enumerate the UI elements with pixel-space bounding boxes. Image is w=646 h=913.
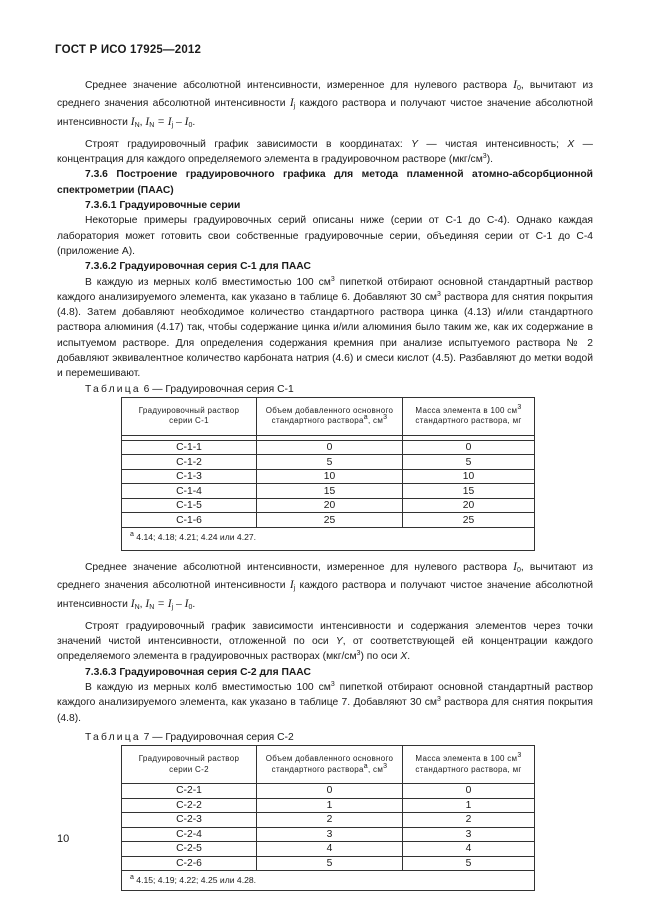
table-7 — [121, 745, 535, 891]
table-6 — [121, 397, 535, 551]
table-row: С-1-2 5 5 — [122, 455, 535, 470]
document-body — [57, 78, 593, 891]
column-header-mass: Масса элемента в 100 $см^3$ стандартного раствора, мг — [403, 746, 535, 784]
page-number: 10 — [57, 833, 70, 845]
paragraph-graph-coordinates-2: Строят градуировочный график зависимости интенсивности и содержания элементов через точки значений чистой интенсивности, отложенной по оси Y, от соответствующей ей концентрации каждого определяемого элемента в градуировочных растворах $(мкг/см^3)$ по оси X. — [57, 620, 593, 663]
paragraph-calibration-series: Некоторые примеры градуировочных серий описаны ниже (серии от С-1 до С-4). Однако каждая лаборатория может готовить свои собственные градуировочные серии, объединяя серии от С-1 до С-4 (приложение А). — [57, 215, 593, 257]
table-footnote-row — [122, 871, 535, 891]
table-row: С-2-5 4 4 — [122, 842, 535, 857]
paragraph-graph-coordinates-1: Строят градуировочный график зависимости в координатах: Y — чистая интенсивность; X — концентрация для каждого определяемого элемента в градуировочном растворе $(мкг/см^3)$. — [57, 138, 593, 166]
table-row: С-2-4 3 3 — [122, 827, 535, 842]
table-row: С-2-3 2 2 — [122, 813, 535, 828]
table-footnote-row — [122, 527, 535, 550]
document-header: ГОСТ Р ИСО 17925—2012 — [55, 44, 202, 56]
paragraph-series-c1-procedure: В каждую из мерных колб вместимостью 100 $см^3$ пипеткой отбирают основной стандартный раствор каждого анализируемого элемента, как указано в таблице 6. Добавляют 30 $см^3$ раствора для снятия покрытия (4.8). Затем добавляют необходимое количество стандартного раствора цинка (4.13) и/или стандартного раствора алюминия (4.17) так, чтобы содержание цинка и/или алюминия было таким же, как их содержание в испытуемом растворе. Для определения содержания кремния при анализе испытуемого раствора № 2 добавляют эквивалентное количество карбоната натрия (4.6) и смеси кислот (4.5). Разбавляют до метки водой и перемешивают. — [57, 275, 593, 380]
column-header-volume: Объем добавленного основного стандартного раствора$^а$, $см^3$ — [257, 397, 403, 435]
table-header-row — [122, 397, 535, 435]
paragraph-series-c2-procedure: В каждую из мерных колб вместимостью 100 $см^3$ пипеткой отбирают основной стандартный раствор каждого анализируемого элемента, как указано в таблице 7. Добавляют 30 $см^3$ раствора для снятия покрытия (4.8). — [57, 681, 593, 724]
paragraph-net-intensity-1: Среднее значение абсолютной интенсивности, измеренное для нулевого раствора $I_0$, вычитают из среднего значения абсолютной интенсивности $I_j$ каждого раствора и получают чистое значение абсолютной интенсивности $I_N$, $I_N = I_j - I_0$. — [57, 79, 593, 129]
heading-7-3-6-1: 7.3.6.1 Градуировочные серии — [85, 200, 241, 212]
heading-7-3-6: 7.3.6 Построение градуировочного графика для метода пламенной атомно-абсорбционной спектрометрии (ПААС) — [57, 169, 593, 196]
table-7-caption: Таблица 7 — Градуировочная серия С-2 — [85, 731, 294, 743]
table-7-footnote: $^а$ 4.15; 4.19; 4.22; 4.25 или 4.28. — [122, 871, 535, 891]
column-header-solution: Градуировочный раствор серии С-2 — [122, 746, 257, 784]
table-row: С-2-6 5 5 — [122, 856, 535, 871]
table-row: С-1-5 20 20 — [122, 498, 535, 513]
table-row: С-1-3 10 10 — [122, 469, 535, 484]
column-header-solution: Градуировочный раствор серии С-1 — [122, 397, 257, 435]
table-row: С-1-6 25 25 — [122, 513, 535, 528]
table-row: С-2-1 0 0 — [122, 784, 535, 799]
table-row: С-2-2 1 1 — [122, 798, 535, 813]
table-row: С-1-1 0 0 — [122, 440, 535, 455]
column-header-mass: Масса элемента в 100 $см^3$ стандартного раствора, мг — [403, 397, 535, 435]
heading-7-3-6-2: 7.3.6.2 Градуировочная серия С-1 для ПААС — [85, 261, 311, 273]
table-6-footnote: $^а$ 4.14; 4.18; 4.21; 4.24 или 4.27. — [122, 527, 535, 550]
paragraph-net-intensity-2: Среднее значение абсолютной интенсивности, измеренное для нулевого раствора $I_0$, вычитают из среднего значения абсолютной интенсивности $I_j$ каждого раствора и получают чистое значение абсолютной интенсивности $I_N$, $I_N = I_j - I_0$. — [57, 560, 593, 611]
column-header-volume: Объем добавленного основного стандартного раствора$^а$, $см^3$ — [257, 746, 403, 784]
table-6-caption: Таблица 6 — Градуировочная серия С-1 — [85, 383, 294, 395]
table-row: С-1-4 15 15 — [122, 484, 535, 499]
heading-7-3-6-3: 7.3.6.3 Градуировочная серия С-2 для ПААС — [85, 666, 311, 678]
table-header-row — [122, 746, 535, 784]
